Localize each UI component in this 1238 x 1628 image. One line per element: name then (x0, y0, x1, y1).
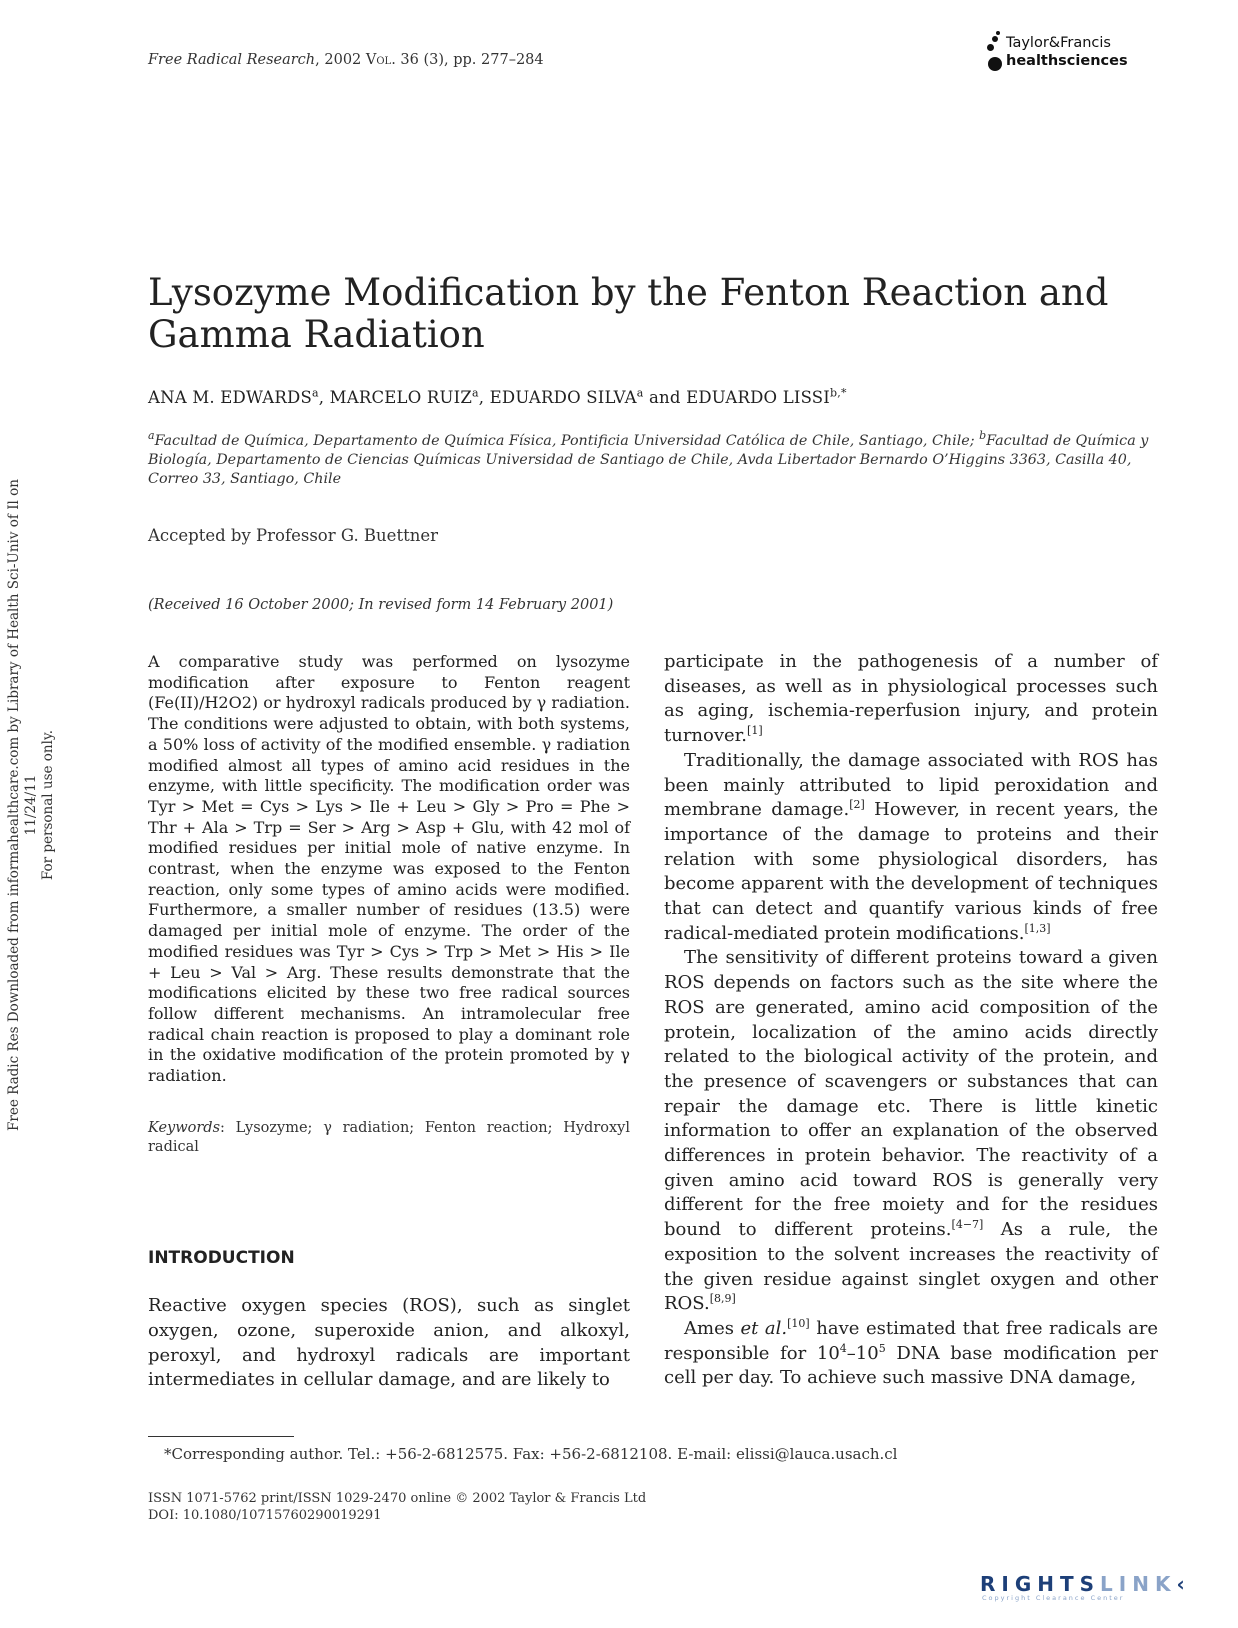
publisher-circle-icon (988, 57, 1002, 71)
affil-a: Facultad de Química, Departamento de Química Física, Pontificia Universidad Católica de Chile, Santiago, Chile; (154, 433, 980, 449)
author-1: ANA M. EDWARDS (148, 388, 312, 407)
publisher-logo (1006, 34, 1156, 70)
author-list (148, 388, 847, 407)
author-3-sup: a (636, 386, 644, 400)
download-notice: Free Radic Res Downloaded from informahealthcare.com by Library of Health Sci-Univ of Il on 11/24/11 (6, 479, 39, 1131)
author-2: , MARCELO RUIZ (318, 388, 472, 407)
citation[interactable]: [4−7] (951, 1218, 984, 1232)
citation[interactable]: [10] (787, 1316, 810, 1330)
intro-paragraph-4: Ames et al.[10] have estimated that free radicals are responsible for $10^4-10^5$ DNA base modification per cell per day. To achieve such massive DNA damage, (664, 1316, 1158, 1389)
journal-year: , 2002 (315, 52, 366, 68)
citation[interactable]: [2] (849, 798, 865, 812)
rightslink-dark: RIGHTS (980, 1572, 1101, 1596)
issn-doi-block (148, 1490, 646, 1524)
rightslink-subtitle: Copyright Clearance Center (982, 1594, 1125, 1602)
download-watermark (0, 455, 60, 1155)
keywords-text: : Lysozyme; γ radiation; Fenton reaction; Hydroxyl radical (148, 1120, 630, 1155)
keywords (148, 1119, 630, 1157)
author-3: , EDUARDO SILVA (478, 388, 637, 407)
received-dates: (Received 16 October 2000; In revised form 14 February 2001) (148, 597, 614, 613)
affil-b: Facultad de Química y Biología, Departamento de Ciencias Químicas Universidad de Santiago de Chile, Avda Libertador Bernardo O’Higgins 3363, Casilla 40, Correo 33, Santiago, Chile (148, 433, 1149, 487)
author-4: and EDUARDO LISSI (643, 388, 830, 407)
rightslink-logo[interactable] (980, 1572, 1200, 1608)
abstract: A comparative study was performed on lysozyme modification after exposure to Fenton reagent (Fe(II)/H2O2) or hydroxyl radicals produced by γ radiation. The conditions were adjusted to obtain, with both systems, a 50% loss of activity of the modified ensemble. γ radiation modified almost all types of amino acid residues in the enzyme, with little specificity. The modification order was Tyr > Met = Cys > Lys > Ile + Leu > Gly > Pro = Phe > Thr + Ala > Trp = Ser > Arg > Asp + Glu, with 42 mol of modified residues per initial mole of native enzyme. In contrast, when the enzyme was exposed to the Fenton reaction, only some types of amino acids were modified. Furthermore, a smaller number of residues (13.5) were damaged per initial mole of enzyme. The order of the modified residues was Tyr > Cys > Trp > Met > His > Ile + Leu > Val > Arg. These results demonstrate that the modifications elicited by these two free radical sources follow different mechanisms. An intramolecular free radical chain reaction is proposed to play a dominant role in the oxidative modification of the protein promoted by γ radiation. (148, 652, 630, 1086)
citation[interactable]: [1] (747, 724, 763, 738)
doi-line[interactable]: DOI: 10.1080/10715760290019291 (148, 1508, 382, 1523)
affil-sup-a: a (148, 429, 155, 443)
journal-citation (148, 52, 544, 68)
citation[interactable]: [1,3] (1024, 921, 1051, 935)
rightslink-light: LINK (1100, 1572, 1177, 1596)
author-4-sup: b,* (830, 386, 847, 400)
affil-sup-b: b (979, 429, 987, 443)
article-title: Lysozyme Modification by the Fenton Reaction and Gamma Radiation (148, 271, 1109, 356)
intro-right-column (664, 650, 1158, 1391)
personal-use-notice: For personal use only. (40, 729, 56, 881)
footnote-divider (148, 1436, 294, 1437)
journal-vol: Vol. (365, 52, 396, 68)
intro-paragraph-3: The sensitivity of different proteins toward a given ROS depends on factors such as the site where the ROS are generated, amino acid composition of the protein, localization of the amino acids directly related to the biological activity of the protein, and the presence of scavengers or substances that can repair the damage etc. There is little kinetic information to offer an explanation of the observed differences in protein behavior. The reactivity of a given amino acid toward ROS is generally very different for the free moiety and for the residues bound to different proteins.[4−7] As a rule, the exposition to the solvent increases the reactivity of the given residue against singlet oxygen and other ROS.[8,9] (664, 947, 1158, 1315)
publisher-name: Taylor&Francis (1006, 35, 1111, 51)
journal-name: Free Radical Research (148, 52, 316, 68)
author-2-sup: a (471, 386, 479, 400)
rightslink-arrow-icon: ‹ (1176, 1572, 1185, 1596)
keywords-label: Keywords (148, 1120, 221, 1136)
affiliations (148, 429, 1158, 489)
citation[interactable]: [8,9] (709, 1292, 736, 1306)
section-heading-introduction: INTRODUCTION (148, 1248, 295, 1268)
corresponding-author-footnote: *Corresponding author. Tel.: +56-2-6812575. Fax: +56-2-6812108. E-mail: elissi@lauca.usach.cl (164, 1445, 898, 1463)
intro-paragraph-1: participate in the pathogenesis of a number of diseases, as well as in physiological processes such as aging, ischemia-reperfusion injury, and protein turnover.[1] (664, 651, 1158, 747)
publisher-division: healthsciences (1006, 53, 1128, 69)
accepted-by: Accepted by Professor G. Buettner (148, 526, 438, 545)
author-1-sup: a (311, 386, 319, 400)
intro-paragraph-left: Reactive oxygen species (ROS), such as singlet oxygen, ozone, superoxide anion, and alkoxyl, peroxyl, and hydroxyl radicals are important intermediates in cellular damage, and are likely to (148, 1295, 630, 1391)
intro-paragraph-2: Traditionally, the damage associated with ROS has been mainly attributed to lipid peroxidation and membrane damage.[2] However, in recent years, the importance of the damage to proteins and their relation with some physiological disorders, has become apparent with the development of techniques that can detect and quantify various kinds of free radical-mediated protein modifications.[1,3] (664, 749, 1158, 944)
journal-details: 36 (3), pp. 277–284 (395, 52, 544, 68)
issn-line: ISSN 1071-5762 print/ISSN 1029-2470 online © 2002 Taylor & Francis Ltd (148, 1491, 647, 1506)
